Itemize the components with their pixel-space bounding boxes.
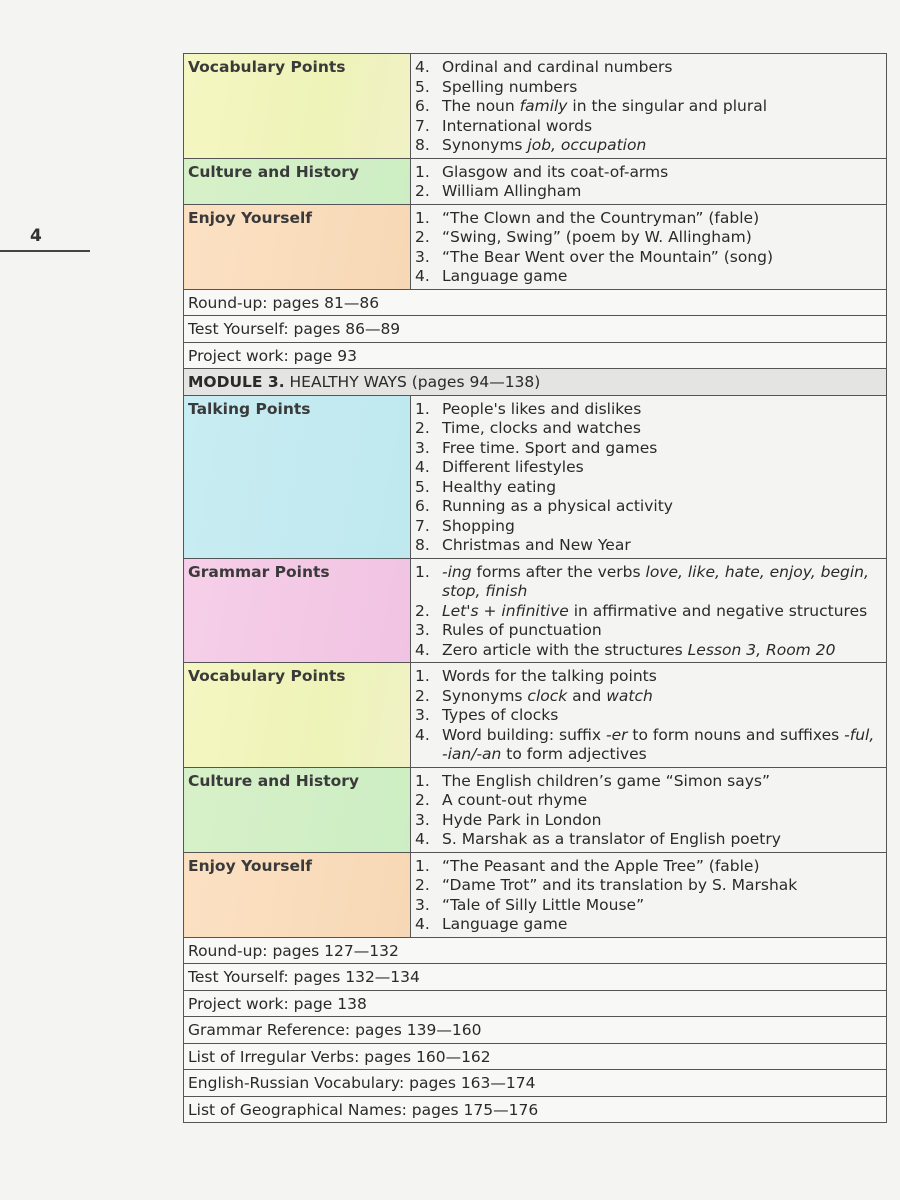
item-text: Language game bbox=[442, 267, 568, 285]
section-row bbox=[184, 558, 887, 663]
item-text: Glasgow and its coat-of-arms bbox=[442, 162, 669, 181]
list-item bbox=[415, 857, 882, 877]
item-text: -er bbox=[605, 725, 628, 744]
info-row bbox=[184, 1017, 887, 1044]
item-number: 3. bbox=[415, 247, 430, 266]
item-number: 6. bbox=[415, 497, 430, 515]
item-text: Word building: suffix bbox=[442, 725, 606, 744]
info-row bbox=[184, 289, 887, 316]
info-row bbox=[184, 964, 887, 991]
item-text: A count-out rhyme bbox=[442, 791, 588, 809]
item-text: Synonyms bbox=[442, 136, 528, 154]
item-number: 6. bbox=[415, 97, 430, 115]
contents-table bbox=[183, 53, 887, 1123]
item-number: 1. bbox=[415, 399, 430, 418]
item-list bbox=[415, 563, 882, 661]
module-heading bbox=[184, 369, 887, 396]
item-text: Hyde Park in London bbox=[442, 810, 602, 829]
item-number: 1. bbox=[415, 208, 430, 227]
section-row bbox=[184, 158, 887, 204]
list-item bbox=[415, 439, 882, 459]
list-item bbox=[415, 458, 882, 478]
item-text: love, like, hate, enjoy, begin, stop, finish bbox=[442, 562, 869, 600]
item-text: Spelling numbers bbox=[442, 77, 578, 96]
list-item bbox=[415, 706, 882, 726]
info-cell: Project work: page 138 bbox=[184, 990, 887, 1017]
list-item bbox=[415, 602, 882, 622]
item-number: 5. bbox=[415, 477, 430, 496]
section-items bbox=[411, 558, 887, 663]
item-number: 5. bbox=[415, 77, 430, 96]
section-label: Enjoy Yourself bbox=[184, 204, 411, 289]
info-cell: Round-up: pages 127—132 bbox=[184, 937, 887, 964]
item-text: job, occupation bbox=[527, 136, 647, 154]
list-item bbox=[415, 687, 882, 707]
item-number: 2. bbox=[415, 601, 430, 620]
info-row bbox=[184, 937, 887, 964]
item-text: forms after the verbs bbox=[471, 562, 646, 581]
info-row bbox=[184, 1043, 887, 1070]
item-text: family bbox=[519, 97, 568, 115]
item-number: 3. bbox=[415, 706, 430, 724]
section-items bbox=[411, 158, 887, 204]
item-text: in the singular and plural bbox=[567, 97, 768, 115]
list-item bbox=[415, 497, 882, 517]
section-label: Enjoy Yourself bbox=[184, 852, 411, 937]
info-cell: Round-up: pages 81—86 bbox=[184, 289, 887, 316]
item-text: The English children’s game “Simon says” bbox=[442, 771, 771, 790]
info-row bbox=[184, 1070, 887, 1097]
list-item bbox=[415, 563, 882, 602]
list-item bbox=[415, 478, 882, 498]
item-number: 8. bbox=[415, 536, 430, 554]
item-number: 1. bbox=[415, 856, 430, 875]
item-text: S. Marshak as a translator of English poetry bbox=[442, 830, 781, 848]
section-label: Talking Points bbox=[184, 395, 411, 558]
info-row bbox=[184, 1096, 887, 1123]
item-number: 1. bbox=[415, 162, 430, 181]
item-text: People's likes and dislikes bbox=[442, 399, 642, 418]
item-text: to form nouns and suffixes bbox=[627, 725, 845, 744]
item-number: 2. bbox=[415, 791, 430, 809]
item-text: “The Peasant and the Apple Tree” (fable) bbox=[442, 856, 760, 875]
item-text: Language game bbox=[442, 915, 568, 933]
item-text: “Tale of Silly Little Mouse” bbox=[442, 895, 645, 914]
item-number: 1. bbox=[415, 667, 430, 685]
section-items bbox=[411, 663, 887, 768]
section-label: Vocabulary Points bbox=[184, 663, 411, 768]
list-item bbox=[415, 78, 882, 98]
item-number: 1. bbox=[415, 562, 430, 581]
list-item bbox=[415, 182, 882, 202]
list-item bbox=[415, 228, 882, 248]
section-label: Culture and History bbox=[184, 767, 411, 852]
item-text: Synonyms bbox=[442, 686, 528, 705]
section-items bbox=[411, 204, 887, 289]
item-number: 8. bbox=[415, 136, 430, 154]
item-text: Christmas and New Year bbox=[442, 536, 631, 554]
item-number: 4. bbox=[415, 830, 430, 848]
item-text: Types of clocks bbox=[442, 706, 559, 724]
item-text: Running as a physical activity bbox=[442, 497, 673, 515]
list-item bbox=[415, 791, 882, 811]
section-items bbox=[411, 395, 887, 558]
item-text: Rules of punctuation bbox=[442, 621, 602, 639]
list-item bbox=[415, 830, 882, 850]
item-number: 2. bbox=[415, 876, 430, 894]
item-text: clock bbox=[527, 686, 568, 705]
item-text: Ordinal and cardinal numbers bbox=[442, 58, 673, 76]
item-text: Free time. Sport and games bbox=[442, 438, 658, 457]
item-number: 3. bbox=[415, 895, 430, 914]
item-number: 2. bbox=[415, 419, 430, 437]
item-number: 7. bbox=[415, 116, 430, 135]
section-row bbox=[184, 767, 887, 852]
list-item bbox=[415, 267, 882, 287]
item-text: Lesson 3, Room 20 bbox=[687, 640, 836, 659]
item-text: Different lifestyles bbox=[442, 458, 584, 476]
section-items bbox=[411, 852, 887, 937]
item-list bbox=[415, 209, 882, 287]
item-text: “The Bear Went over the Mountain” (song) bbox=[442, 247, 774, 266]
list-item bbox=[415, 915, 882, 935]
item-text: to form adjectives bbox=[501, 745, 647, 763]
item-text: “Dame Trot” and its translation by S. Marshak bbox=[442, 876, 798, 894]
item-text: William Allingham bbox=[442, 182, 582, 200]
item-list bbox=[415, 857, 882, 935]
item-text: and bbox=[567, 686, 607, 705]
info-cell: English-Russian Vocabulary: pages 163—174 bbox=[184, 1070, 887, 1097]
list-item bbox=[415, 209, 882, 229]
info-cell: Grammar Reference: pages 139—160 bbox=[184, 1017, 887, 1044]
list-item bbox=[415, 248, 882, 268]
item-text: Time, clocks and watches bbox=[442, 419, 641, 437]
section-row bbox=[184, 204, 887, 289]
list-item bbox=[415, 772, 882, 792]
item-text: Zero article with the structures bbox=[442, 640, 688, 659]
item-text: Let's + infinitive bbox=[442, 601, 569, 620]
list-item bbox=[415, 117, 882, 137]
item-list bbox=[415, 667, 882, 765]
section-items bbox=[411, 54, 887, 159]
item-number: 7. bbox=[415, 516, 430, 535]
item-number: 4. bbox=[415, 725, 430, 744]
item-text: Healthy eating bbox=[442, 477, 557, 496]
list-item bbox=[415, 97, 882, 117]
item-number: 3. bbox=[415, 438, 430, 457]
item-text: “The Clown and the Countryman” (fable) bbox=[442, 208, 760, 227]
item-number: 2. bbox=[415, 686, 430, 705]
list-item bbox=[415, 400, 882, 420]
item-number: 4. bbox=[415, 915, 430, 933]
page-number: 4 bbox=[30, 226, 42, 246]
section-label: Vocabulary Points bbox=[184, 54, 411, 159]
list-item bbox=[415, 667, 882, 687]
list-item bbox=[415, 58, 882, 78]
list-item bbox=[415, 726, 882, 765]
item-list bbox=[415, 400, 882, 556]
item-number: 2. bbox=[415, 228, 430, 246]
section-row bbox=[184, 54, 887, 159]
page-number-rule bbox=[0, 250, 90, 252]
section-row bbox=[184, 395, 887, 558]
item-text: “Swing, Swing” (poem by W. Allingham) bbox=[442, 228, 752, 246]
info-cell: List of Geographical Names: pages 175—176 bbox=[184, 1096, 887, 1123]
item-number: 4. bbox=[415, 458, 430, 476]
item-list bbox=[415, 163, 882, 202]
item-text: in affirmative and negative structures bbox=[568, 601, 868, 620]
item-list bbox=[415, 58, 882, 156]
module-number: MODULE 3. bbox=[188, 373, 285, 391]
item-text: -ing bbox=[442, 562, 472, 581]
list-item bbox=[415, 419, 882, 439]
module-title: HEALTHY WAYS (pages 94—138) bbox=[284, 373, 541, 391]
item-number: 1. bbox=[415, 771, 430, 790]
module-row bbox=[184, 369, 887, 396]
info-cell: List of Irregular Verbs: pages 160—162 bbox=[184, 1043, 887, 1070]
info-cell: Project work: page 93 bbox=[184, 342, 887, 369]
list-item bbox=[415, 163, 882, 183]
list-item bbox=[415, 136, 882, 156]
info-row bbox=[184, 316, 887, 343]
section-items bbox=[411, 767, 887, 852]
item-number: 3. bbox=[415, 810, 430, 829]
item-number: 4. bbox=[415, 58, 430, 76]
contents-body bbox=[184, 54, 887, 1123]
item-number: 2. bbox=[415, 182, 430, 200]
info-row bbox=[184, 990, 887, 1017]
section-label: Grammar Points bbox=[184, 558, 411, 663]
item-text: International words bbox=[442, 116, 593, 135]
item-list bbox=[415, 772, 882, 850]
info-cell: Test Yourself: pages 132—134 bbox=[184, 964, 887, 991]
item-number: 3. bbox=[415, 621, 430, 639]
list-item bbox=[415, 896, 882, 916]
item-text: -ful, -ian/-an bbox=[442, 725, 875, 763]
item-text: watch bbox=[606, 686, 653, 705]
info-cell: Test Yourself: pages 86—89 bbox=[184, 316, 887, 343]
item-text: Shopping bbox=[442, 516, 515, 535]
section-row bbox=[184, 663, 887, 768]
item-text: Words for the talking points bbox=[442, 667, 657, 685]
list-item bbox=[415, 876, 882, 896]
item-number: 4. bbox=[415, 640, 430, 659]
section-row bbox=[184, 852, 887, 937]
info-row bbox=[184, 342, 887, 369]
item-number: 4. bbox=[415, 267, 430, 285]
list-item bbox=[415, 811, 882, 831]
list-item bbox=[415, 517, 882, 537]
list-item bbox=[415, 536, 882, 556]
item-text: The noun bbox=[442, 97, 520, 115]
section-label: Culture and History bbox=[184, 158, 411, 204]
list-item bbox=[415, 621, 882, 641]
list-item bbox=[415, 641, 882, 661]
